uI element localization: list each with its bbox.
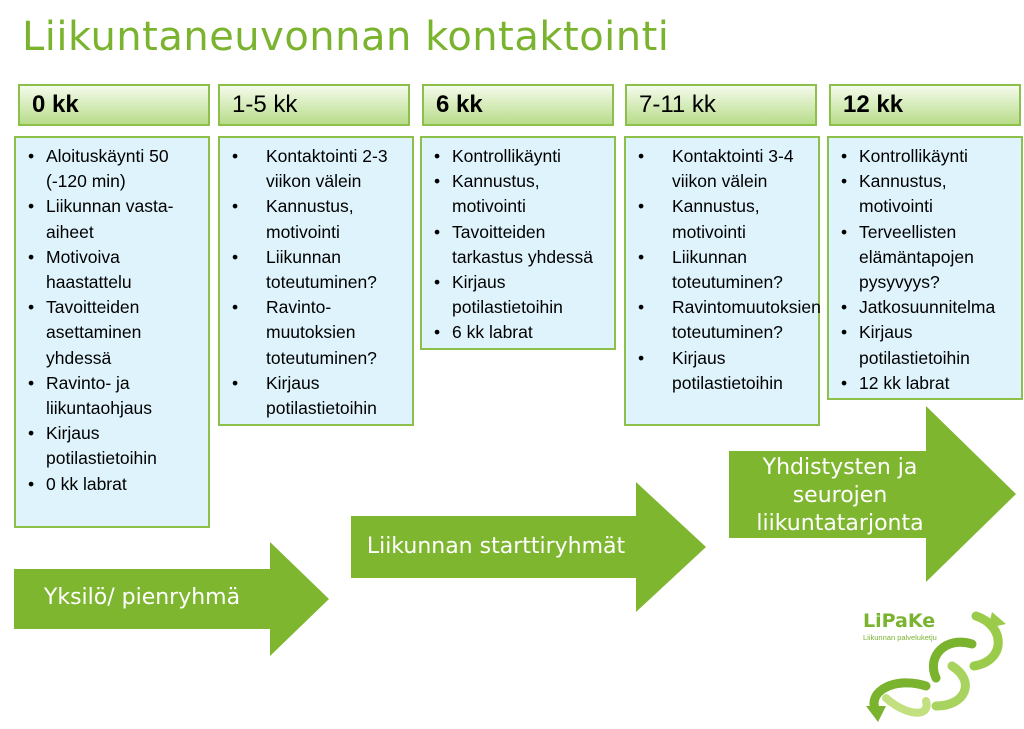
item-list <box>430 144 610 346</box>
col-body-12kk <box>827 136 1023 400</box>
arrow-label-line: liikuntatarjonta <box>756 511 924 536</box>
list-item: • 0 kk labrat <box>24 472 204 497</box>
list-item: • Aloituskäynti 50 (-120 min) <box>24 144 204 194</box>
list-item: • Tavoitteiden asettaminen yhdessä <box>24 295 204 371</box>
list-item: • Ravinto- ja liikuntaohjaus <box>24 371 204 421</box>
col-body-7-11kk <box>624 136 820 426</box>
list-item: • Kirjaus potilastietoihin <box>837 320 1017 370</box>
list-item: • Kirjaus potilastietoihin <box>634 346 814 396</box>
arrow-label: Yksilö/ pienryhmä <box>43 585 241 610</box>
col-body-0kk <box>14 136 210 528</box>
arrow-starter-groups <box>351 482 706 612</box>
list-item: • Tavoitteiden tarkastus yhdessä <box>430 220 610 270</box>
list-item: • Kirjaus potilastietoihin <box>430 270 610 320</box>
list-item: • Ravinto-muutoksien toteutuminen? <box>228 295 408 371</box>
col-header-0kk: 0 kk <box>18 84 210 126</box>
page-title: Liikuntaneuvonnan kontaktointi <box>22 14 670 60</box>
list-item: • Jatkosuunnitelma <box>837 295 1017 320</box>
logo-subtitle: Liikunnan palveluketju <box>863 633 937 642</box>
list-item: • Terveellisten elämäntapojen pysyvyys? <box>837 220 1017 296</box>
arrow-clubs <box>729 406 1016 582</box>
list-item: • Kannustus, motivointi <box>837 169 1017 219</box>
arrow-label-line: Yhdistysten ja <box>762 455 918 480</box>
arrow-label: Liikunnan starttiryhmät <box>366 534 626 559</box>
list-item: • Kannustus, motivointi <box>228 194 408 244</box>
col-header-1-5kk: 1-5 kk <box>218 84 410 126</box>
item-list <box>228 144 408 421</box>
list-item: • 12 kk labrat <box>837 371 1017 396</box>
list-item: • Motivoiva haastattelu <box>24 245 204 295</box>
item-list <box>634 144 821 396</box>
list-item: • Liikunnan vasta-aiheet <box>24 194 204 244</box>
logo-name: LiPaKe <box>863 610 936 632</box>
arrow-label-line: seurojen <box>792 483 888 508</box>
list-item: • Ravintomuutoksien toteutuminen? <box>634 295 814 345</box>
list-item: • Kannustus, motivointi <box>430 169 610 219</box>
list-item: • Kirjaus potilastietoihin <box>228 371 408 421</box>
list-item: • Kirjaus potilastietoihin <box>24 421 204 471</box>
list-item: • Kontrollikäynti <box>837 144 1017 169</box>
col-header-7-11kk: 7-11 kk <box>625 84 817 126</box>
col-body-1-5kk <box>218 136 414 426</box>
list-item: • Kontaktointi 3-4 viikon välein <box>634 144 814 194</box>
list-item: • Kannustus, motivointi <box>634 194 814 244</box>
col-body-6kk <box>420 136 616 350</box>
list-item: • Kontrollikäynti <box>430 144 610 169</box>
arrow-label <box>729 454 951 538</box>
item-list <box>837 144 1017 396</box>
list-item: • Liikunnan toteutuminen? <box>634 245 814 295</box>
list-item: • Kontaktointi 2-3 viikon välein <box>228 144 408 194</box>
col-header-6kk: 6 kk <box>422 84 614 126</box>
lipake-logo <box>856 606 1016 726</box>
list-item: • 6 kk labrat <box>430 320 610 345</box>
item-list <box>24 144 204 497</box>
col-header-12kk: 12 kk <box>829 84 1021 126</box>
arrow-individual <box>14 542 329 656</box>
list-item: • Liikunnan toteutuminen? <box>228 245 408 295</box>
